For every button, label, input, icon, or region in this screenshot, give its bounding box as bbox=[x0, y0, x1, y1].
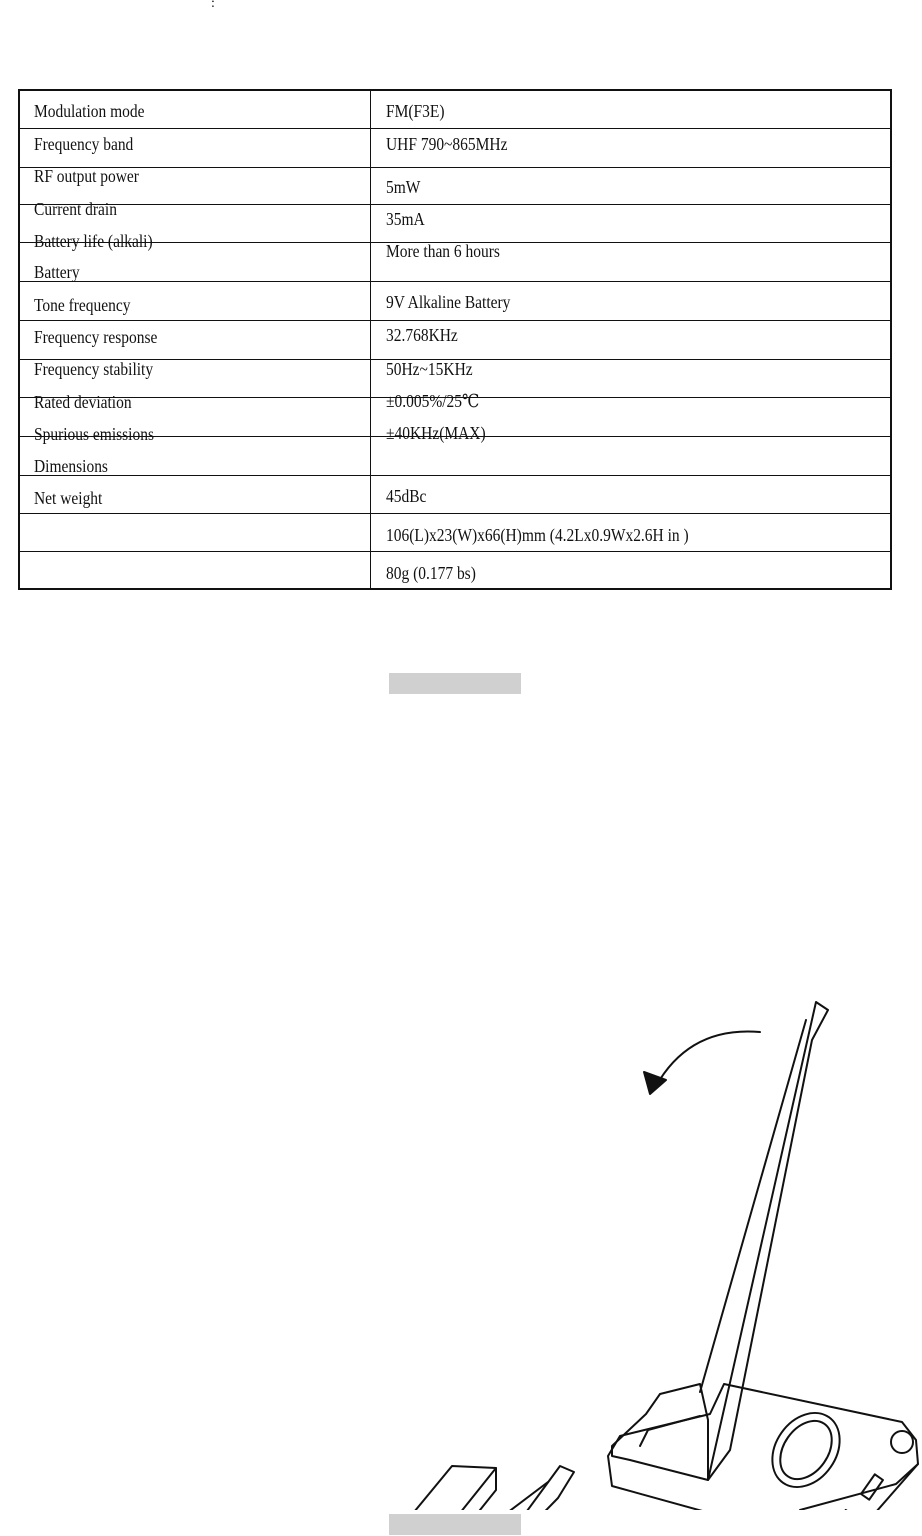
battery-installation-illustration bbox=[0, 990, 922, 1510]
spec-label: Battery bbox=[34, 262, 80, 282]
spec-value: 35mA bbox=[386, 209, 425, 229]
spec-label: Frequency band bbox=[34, 134, 134, 154]
spec-value: ±0.005%/25℃ bbox=[386, 391, 480, 411]
spec-value: More than 6 hours bbox=[386, 241, 500, 261]
figure-label-bar-bottom bbox=[389, 1514, 521, 1535]
spec-value: 106(L)x23(W)x66(H)mm (4.2Lx0.9Wx2.6H in ) bbox=[386, 525, 689, 545]
spec-label: Frequency response bbox=[34, 327, 158, 347]
spec-label: Dimensions bbox=[34, 456, 108, 476]
device-closing-lid-right bbox=[608, 1002, 918, 1510]
row-rule bbox=[20, 320, 890, 321]
spec-value: 9V Alkaline Battery bbox=[386, 292, 511, 312]
row-rule bbox=[20, 204, 890, 205]
spec-label: Rated deviation bbox=[34, 392, 132, 412]
row-rule bbox=[20, 513, 890, 514]
spec-label: Battery life (alkali) bbox=[34, 231, 153, 251]
spec-label: RF output power bbox=[34, 166, 139, 186]
page-mark: : bbox=[211, 0, 215, 11]
spec-value: 45dBc bbox=[386, 486, 427, 506]
spec-value: 32.768KHz bbox=[386, 325, 458, 345]
spec-label: Tone frequency bbox=[34, 295, 131, 315]
specifications-table bbox=[18, 89, 892, 590]
spec-value: 50Hz~15KHz bbox=[386, 359, 473, 379]
spec-value: FM(F3E) bbox=[386, 101, 445, 121]
spec-label: Current drain bbox=[34, 199, 117, 219]
spec-value: ±40KHz(MAX) bbox=[386, 423, 486, 443]
row-rule bbox=[20, 128, 890, 129]
row-rule bbox=[20, 281, 890, 282]
row-rule bbox=[20, 475, 890, 476]
spec-value: UHF 790~865MHz bbox=[386, 134, 508, 154]
spec-label: Frequency stability bbox=[34, 359, 154, 379]
row-rule bbox=[20, 551, 890, 552]
spec-label: Net weight bbox=[34, 488, 103, 508]
spec-label: Modulation mode bbox=[34, 101, 145, 121]
spec-value: 5mW bbox=[386, 177, 421, 197]
row-rule bbox=[20, 167, 890, 168]
spec-label: Spurious emissions bbox=[34, 424, 154, 444]
figure-label-bar bbox=[389, 673, 521, 694]
spec-value: 80g (0.177 bs) bbox=[386, 563, 476, 583]
